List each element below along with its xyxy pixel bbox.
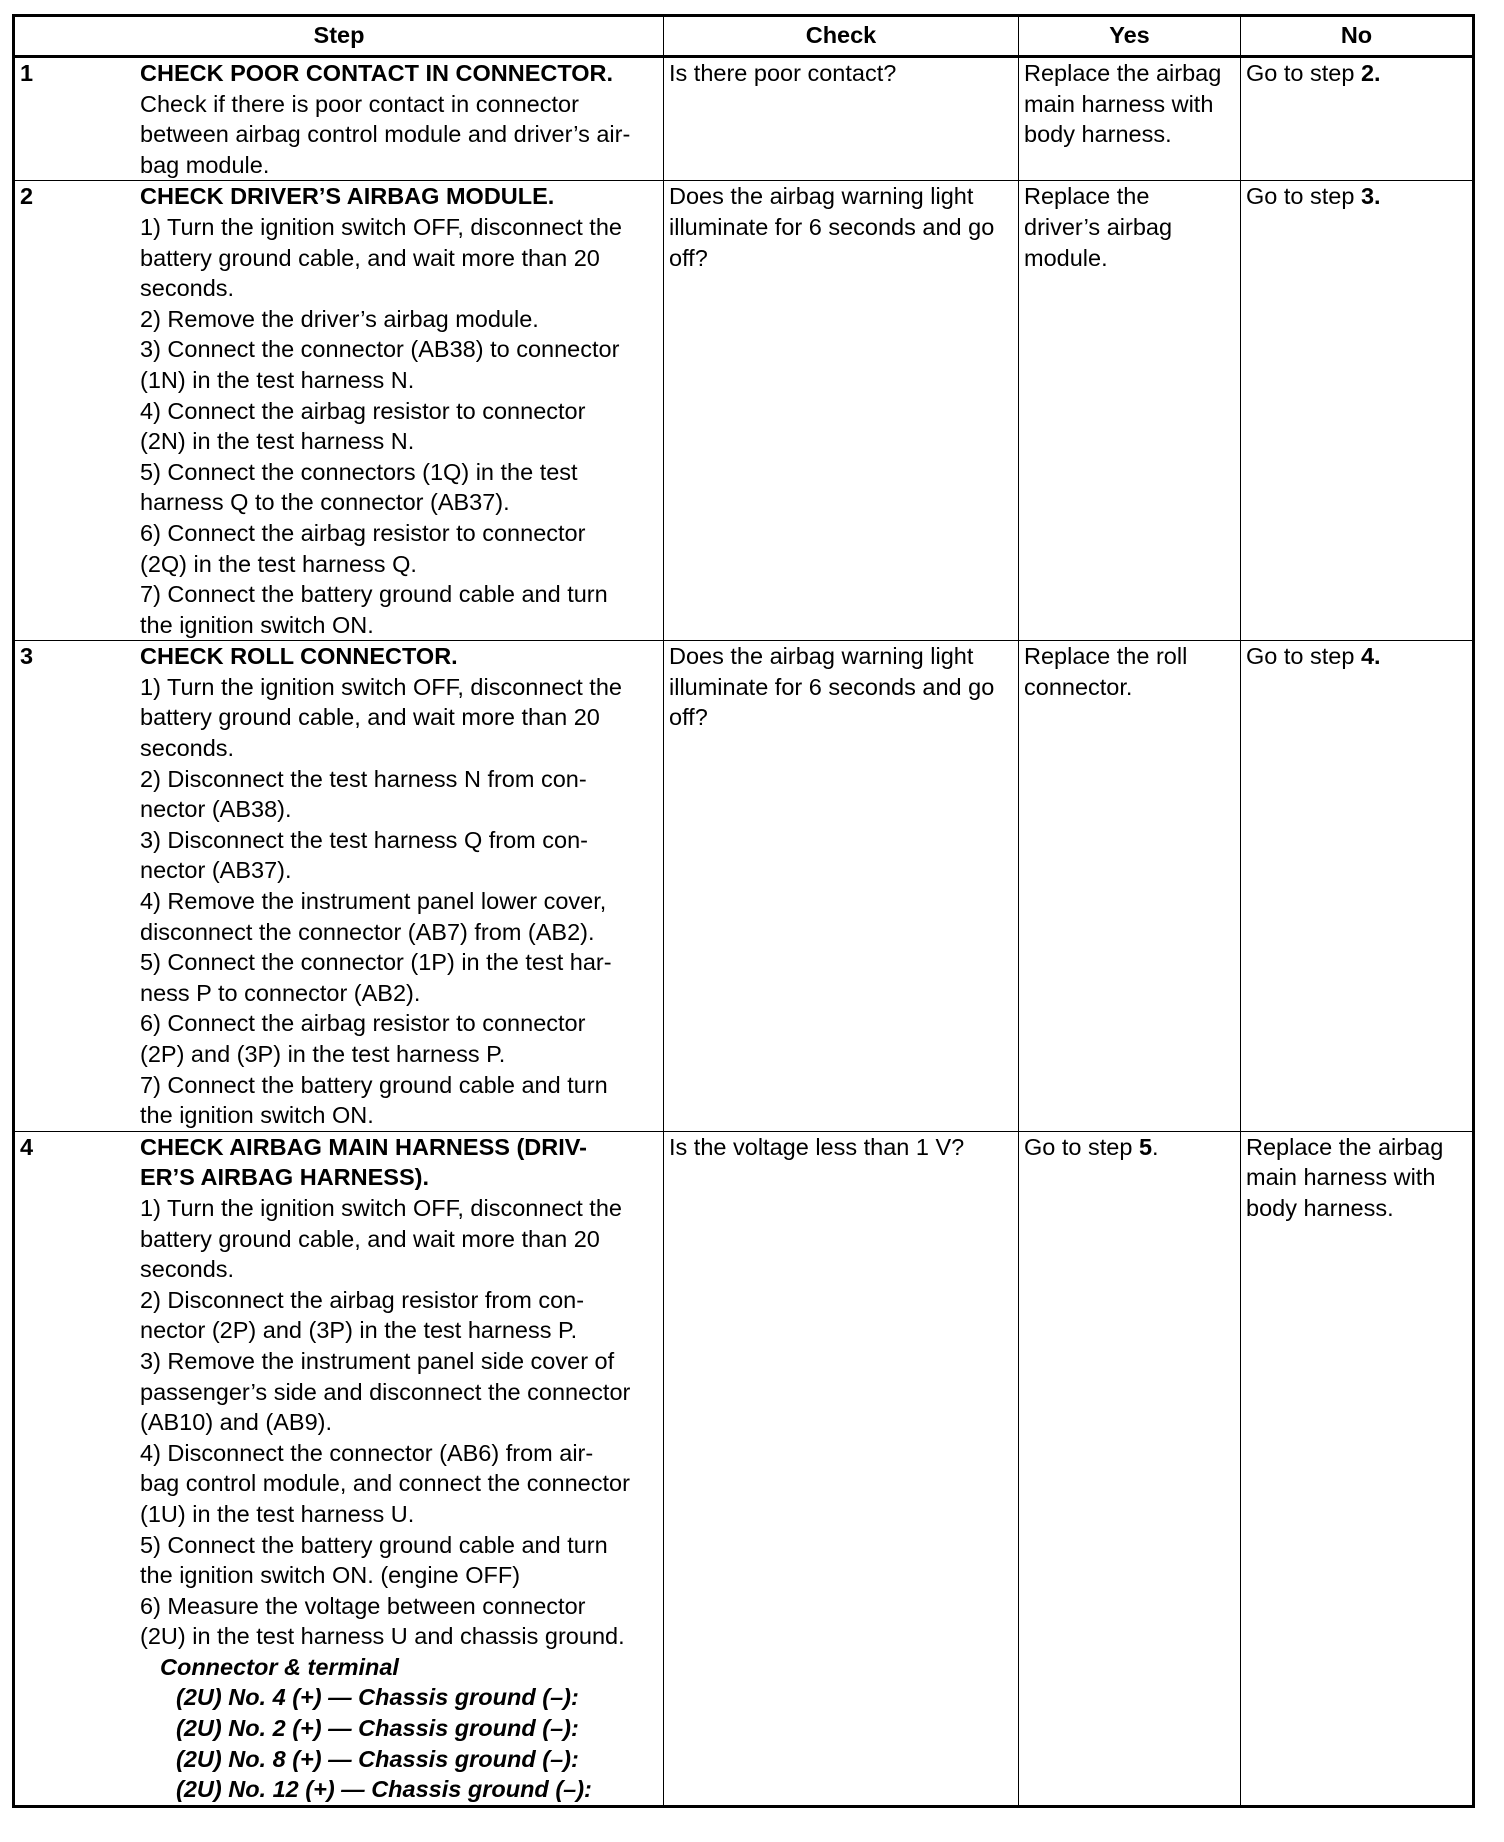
spec-terminal-item: (2U) No. 8 (+) — Chassis ground (–): [176,1745,579,1772]
step-line: 4) Remove the instrument panel lower cover, [140,888,607,915]
goto-step-number: 2 [1360,60,1375,86]
step-line: passenger’s side and disconnect the connector [140,1378,631,1405]
goto-suffix: . [1152,1133,1159,1160]
step-line: (1N) in the test harness N. [140,366,415,393]
step-line: the ignition switch ON. (engine OFF) [140,1562,521,1589]
yes-line: connector. [1024,673,1133,700]
step-line: 1) Turn the ignition switch OFF, disconnect the [140,1194,622,1221]
step-line: between airbag control module and driver’s air- [140,121,631,148]
step-line: 3) Disconnect the test harness Q from con- [140,826,588,853]
step-line: 4) Connect the airbag resistor to connector [140,397,586,424]
no-line: main harness with [1246,1164,1436,1191]
step-line: 5) Connect the connectors (1Q) in the test [140,458,578,485]
step-instructions [140,181,659,640]
step-title: CHECK POOR CONTACT IN CONNECTOR. [140,60,614,86]
step-line: Check if there is poor contact in connector [140,90,579,117]
step-line: the ignition switch ON. [140,611,374,638]
goto-prefix: Go to step [1246,60,1361,86]
step-cell [14,57,664,181]
check-line: illuminate for 6 seconds and go [669,673,995,700]
check-line: Does the airbag warning light [669,183,974,210]
no-line: Replace the airbag [1246,1133,1444,1160]
no-cell [1241,57,1474,181]
step-line: bag control module, and connect the connector [140,1470,630,1497]
yes-line: main harness with [1024,90,1214,117]
goto-step-number: 4 [1360,643,1375,670]
diagnostic-procedure-sheet [12,14,1472,1808]
diagnostic-table [12,14,1475,1808]
step-line: nector (AB37). [140,857,292,884]
spec-heading: Connector & terminal [160,1653,399,1680]
step-line: 1) Turn the ignition switch OFF, disconnect the [140,673,622,700]
step-title: CHECK ROLL CONNECTOR. [140,643,458,670]
check-line: illuminate for 6 seconds and go [669,213,995,240]
step-line: bag module. [140,151,270,178]
step-number: 3 [20,643,34,670]
step-line: 3) Connect the connector (AB38) to connector [140,336,620,363]
check-line: off? [669,704,708,731]
no-goto: Go to step 2. [1246,60,1381,86]
spec-terminal-item: (2U) No. 2 (+) — Chassis ground (–): [176,1715,579,1742]
step-line: the ignition switch ON. [140,1102,374,1129]
yes-line: Replace the roll [1024,643,1188,670]
step-title: CHECK DRIVER’S AIRBAG MODULE. [140,183,555,210]
step-line: 7) Connect the battery ground cable and turn [140,1071,608,1098]
step-line: (2U) in the test harness U and chassis ground. [140,1623,625,1650]
check-line: Does the airbag warning light [669,643,974,670]
step-line: (2Q) in the test harness Q. [140,550,417,577]
yes-line: module. [1024,244,1108,271]
step-line: 7) Connect the battery ground cable and turn [140,581,608,608]
step-title: CHECK AIRBAG MAIN HARNESS (DRIV- [140,1133,587,1160]
table-header-row [14,16,1474,57]
step-line: 6) Measure the voltage between connector [140,1592,586,1619]
step-line: (AB10) and (AB9). [140,1409,333,1436]
yes-goto [1024,1132,1236,1163]
step-cell [14,641,664,1132]
step-title: ER’S AIRBAG HARNESS). [140,1164,429,1191]
table-body [14,57,1474,1807]
no-line: body harness. [1246,1194,1394,1221]
no-goto: Go to step 4. [1246,643,1381,670]
check-cell [664,181,1019,641]
step-line: 3) Remove the instrument panel side cover of [140,1347,615,1374]
check-line: Is the voltage less than 1 V? [669,1133,965,1160]
table-row [14,57,1474,181]
step-line: seconds. [140,1256,235,1283]
table-row [14,181,1474,641]
yes-line: Replace the [1024,183,1150,210]
check-cell [664,57,1019,181]
header-yes: Yes [1019,16,1241,57]
no-cell [1241,641,1474,1132]
goto-prefix: Go to step [1246,643,1361,670]
step-number: 1 [20,60,34,86]
spec-terminal-item: (2U) No. 12 (+) — Chassis ground (–): [176,1776,592,1803]
step-line: harness Q to the connector (AB37). [140,489,510,516]
step-line: 6) Connect the airbag resistor to connector [140,1010,586,1037]
check-cell [664,1131,1019,1806]
spec-terminal-item: (2U) No. 4 (+) — Chassis ground (–): [176,1684,579,1711]
step-cell [14,1131,664,1806]
check-cell [664,641,1019,1132]
yes-cell [1019,641,1241,1132]
step-line: 2) Disconnect the test harness N from con- [140,765,587,792]
no-goto: Go to step 3. [1246,183,1381,210]
step-line: 2) Remove the driver’s airbag module. [140,305,539,332]
step-line: battery ground cable, and wait more than 20 [140,1225,600,1252]
header-no: No [1241,16,1474,57]
goto-step-number: 3 [1360,183,1375,210]
step-instructions [140,641,659,1131]
check-line: off? [669,244,708,271]
step-instructions [140,58,659,180]
step-number: 2 [20,183,34,210]
yes-cell [1019,1131,1241,1806]
step-line: battery ground cable, and wait more than 20 [140,704,600,731]
step-line: (2N) in the test harness N. [140,428,415,455]
check-line: Is there poor contact? [669,60,897,86]
yes-cell [1019,181,1241,641]
step-line: disconnect the connector (AB7) from (AB2). [140,918,595,945]
step-line: 5) Connect the battery ground cable and turn [140,1531,608,1558]
yes-line: Replace the airbag [1024,60,1222,86]
table-row [14,641,1474,1132]
step-line: 5) Connect the connector (1P) in the test har- [140,949,612,976]
table-row [14,1131,1474,1806]
step-instructions [140,1132,659,1805]
step-number: 4 [20,1133,34,1160]
yes-cell [1019,57,1241,181]
header-step: Step [14,16,664,57]
step-line: battery ground cable, and wait more than 20 [140,244,600,271]
no-cell [1241,181,1474,641]
step-line: 2) Disconnect the airbag resistor from con- [140,1286,585,1313]
step-cell [14,181,664,641]
goto-step-number: 5 [1138,1133,1153,1160]
step-line: seconds. [140,275,235,302]
goto-prefix: Go to step [1024,1133,1139,1160]
no-cell [1241,1131,1474,1806]
step-line: (1U) in the test harness U. [140,1500,415,1527]
yes-line: driver’s airbag [1024,213,1173,240]
step-line: nector (AB38). [140,796,292,823]
step-line: (2P) and (3P) in the test harness P. [140,1041,506,1067]
header-check: Check [664,16,1019,57]
step-line: 4) Disconnect the connector (AB6) from air- [140,1439,594,1466]
step-line: ness P to connector (AB2). [140,979,421,1006]
step-line: 1) Turn the ignition switch OFF, disconnect the [140,213,622,240]
goto-prefix: Go to step [1246,183,1361,210]
step-line: seconds. [140,735,235,762]
yes-line: body harness. [1024,121,1172,148]
step-line: 6) Connect the airbag resistor to connector [140,519,586,546]
step-line: nector (2P) and (3P) in the test harness P. [140,1317,578,1344]
